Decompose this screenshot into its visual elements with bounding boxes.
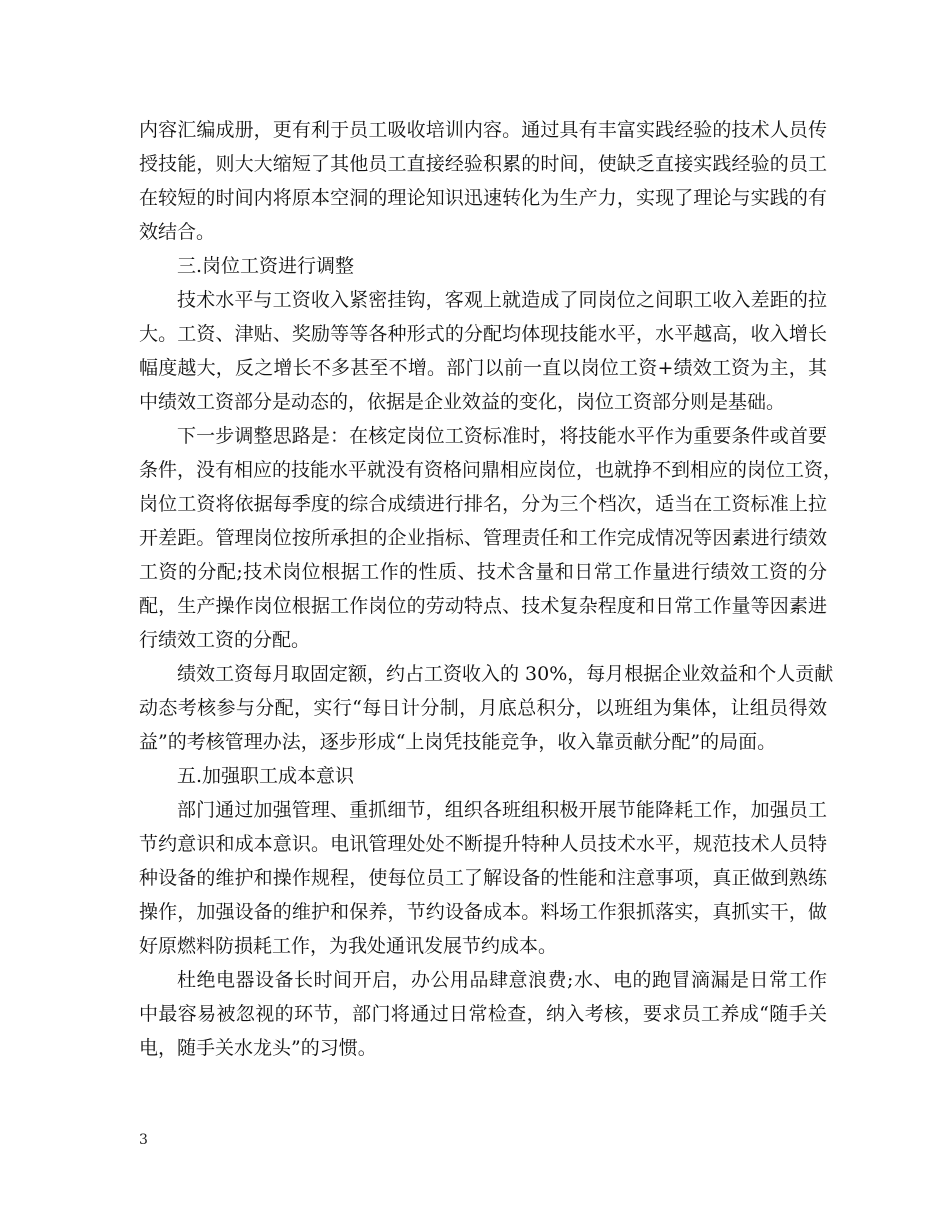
- text-line: 动态考核参与分配，实行“每日计分制，月底总积分，以班组为集体，让组员得效: [139, 697, 827, 719]
- text-line: 幅度越大，反之增长不多甚至不增。部门以前一直以岗位工资+绩效工资为主，其: [139, 357, 827, 379]
- text-line: 授技能，则大大缩短了其他员工直接经验积累的时间，使缺乏直接实践经验的员工: [139, 153, 827, 175]
- text-line: 三.岗位工资进行调整: [177, 255, 355, 277]
- text-line: 工资的分配;技术岗位根据工作的性质、技术含量和日常工作量进行绩效工资的分: [139, 561, 827, 583]
- text-line: 中绩效工资部分是动态的，依据是企业效益的变化，岗位工资部分则是基础。: [139, 391, 786, 413]
- text-line: 电，随手关水龙头”的习惯。: [139, 1037, 377, 1059]
- text-line: 节约意识和成本意识。电讯管理处处不断提升特种人员技术水平，规范技术人员特: [139, 833, 827, 855]
- text-line: 种设备的维护和操作规程，使每位员工了解设备的性能和注意事项，真正做到熟练: [139, 867, 827, 889]
- text-line: 内容汇编成册，更有利于员工吸收培训内容。通过具有丰富实践经验的技术人员传: [139, 119, 827, 141]
- document-body: [139, 113, 843, 1065]
- text-line: 下一步调整思路是：在核定岗位工资标准时，将技能水平作为重要条件或首要: [177, 425, 827, 447]
- text-line: 好原燃料防损耗工作，为我处通讯发展节约成本。: [139, 935, 558, 957]
- text-line: 效结合。: [139, 221, 216, 243]
- text-line: 绩效工资每月取固定额，约占工资收入的 30%，每月根据企业效益和个人贡献: [177, 663, 834, 685]
- text-line: 开差距。管理岗位按所承担的企业指标、管理责任和工作完成情况等因素进行绩效: [139, 527, 827, 549]
- text-line: 技术水平与工资收入紧密挂钩，客观上就造成了同岗位之间职工收入差距的拉: [177, 289, 827, 311]
- text-line: 在较短的时间内将原本空洞的理论知识迅速转化为生产力，实现了理论与实践的有: [139, 187, 827, 209]
- text-line: 部门通过加强管理、重抓细节，组织各班组积极开展节能降耗工作，加强员工: [177, 799, 827, 821]
- text-line: 杜绝电器设备长时间开启，办公用品肆意浪费;水、电的跑冒滴漏是日常工作: [177, 969, 827, 991]
- text-line: 中最容易被忽视的环节，部门将通过日常检查，纳入考核，要求员工养成“随手关: [139, 1003, 827, 1025]
- text-line: 操作，加强设备的维护和保养，节约设备成本。料场工作狠抓落实，真抓实干，做: [139, 901, 827, 923]
- text-line: 大。工资、津贴、奖励等等各种形式的分配均体现技能水平，水平越高，收入增长: [139, 323, 827, 345]
- text-line: 益”的考核管理办法，逐步形成“上岗凭技能竞争，收入靠贡献分配”的局面。: [139, 731, 777, 753]
- page-number: 3: [139, 1132, 148, 1148]
- text-line: 配，生产操作岗位根据工作岗位的劳动特点、技术复杂程度和日常工作量等因素进: [139, 595, 827, 617]
- text-line: 五.加强职工成本意识: [177, 765, 355, 787]
- text-line: 条件，没有相应的技能水平就没有资格问鼎相应岗位，也就挣不到相应的岗位工资，: [139, 459, 843, 481]
- text-line: 岗位工资将依据每季度的综合成绩进行排名，分为三个档次，适当在工资标准上拉: [139, 493, 827, 515]
- text-line: 行绩效工资的分配。: [139, 629, 311, 651]
